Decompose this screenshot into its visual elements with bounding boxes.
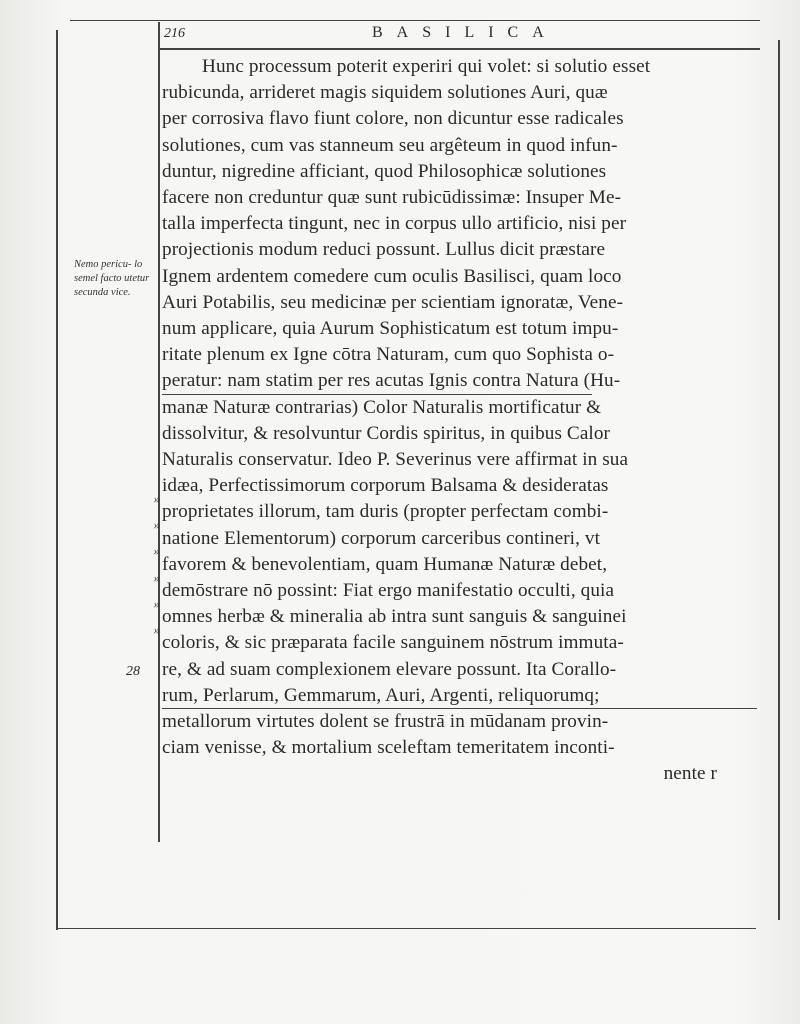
quote-mark: » xyxy=(153,543,160,559)
running-head: BASILICA xyxy=(372,24,558,41)
header-rule xyxy=(160,48,760,50)
right-rule xyxy=(778,40,780,920)
quote-mark: » xyxy=(153,491,160,506)
text-line: talla imperfecta tingunt, nec in corpus ullo artificio, nisi per xyxy=(162,213,627,235)
text-line: peratur: nam statim per res acutas Ignis contra Natura (Hu- xyxy=(162,370,621,392)
text-line: idæa, Perfectissimorum corporum Balsama & desideratas xyxy=(162,475,609,497)
text-line: coloris, & sic præparata facile sanguinem nōstrum immuta- xyxy=(162,632,624,654)
page-header xyxy=(160,22,760,48)
text-line: Ignem ardentem comedere cum oculis Basilisci, quam loco xyxy=(162,265,622,287)
text-line: Hunc processum poterit experiri qui volet: si solutio esset xyxy=(202,56,651,77)
text-line: duntur, nigredine afficiant, quod Philosophicæ solutiones xyxy=(162,160,607,182)
top-rule xyxy=(70,20,760,21)
quote-mark: » xyxy=(153,595,160,611)
text-line: manæ Naturæ contrarias) Color Naturalis mortificatur & xyxy=(162,396,602,418)
text-line: facere non creduntur quæ sunt rubicūdissimæ: Insuper Me- xyxy=(162,187,622,209)
text-line: Auri Potabilis, seu medicinæ per scientiam ignoratæ, Vene- xyxy=(162,291,624,313)
left-margin-rule xyxy=(158,22,160,842)
text-line: omnes herbæ & mineralia ab intra sunt sanguis & sanguinei xyxy=(162,606,627,628)
quote-mark: » xyxy=(153,517,160,533)
quote-mark: » xyxy=(153,621,160,637)
text-line: solutiones, cum vas stanneum seu argêteum in quod infun- xyxy=(162,134,618,156)
text-line: rubicunda, arrideret magis siquidem solutiones Auri, quæ xyxy=(162,82,608,104)
handwritten-mark: 28 xyxy=(126,664,140,679)
text-line: dissolvitur, & resolvuntur Cordis spiritus, in quibus Calor xyxy=(162,422,611,444)
text-line: num applicare, quia Aurum Sophisticatum est totum impu- xyxy=(162,318,619,340)
text-line: ciam venisse, & mortalium sceleftam temeritatem inconti- xyxy=(162,737,615,759)
text-line: proprietates illorum, tam duris (propter perfectam combi- xyxy=(162,501,609,523)
quotation-marks xyxy=(140,486,160,643)
bottom-rule xyxy=(56,928,756,929)
text-line: re, & ad suam complexionem elevare possunt. Ita Corallo- xyxy=(162,658,617,680)
text-line: per corrosiva flavo fiunt colore, non dicuntur esse radicales xyxy=(162,108,624,130)
text-line: metallorum virtutes dolent se frustrā in mūdanam provin- xyxy=(162,711,609,733)
catchword: nente r xyxy=(663,763,717,785)
text-line: natione Elementorum) corporum carceribus contineri, vt xyxy=(162,527,601,549)
text-line: demōstrare nō possint: Fiat ergo manifestatio occulti, quia xyxy=(162,580,615,602)
text-line: ritate plenum ex Igne cōtra Naturam, cum quo Sophista o- xyxy=(162,344,615,366)
page-number: 216 xyxy=(164,26,185,41)
outer-left-rule xyxy=(56,30,58,930)
text-line: favorem & benevolentiam, quam Humanæ Naturæ debet, xyxy=(162,553,608,575)
text-line: rum, Perlarum, Gemmarum, Auri, Argenti, reliquorumq; xyxy=(162,684,600,706)
text-line: Naturalis conservatur. Ideo P. Severinus vere affirmat in sua xyxy=(162,449,629,471)
text-line: projectionis modum reduci possunt. Lullus dicit præstare xyxy=(162,239,606,261)
margin-note: Nemo pericu- lo semel facto utetur secunda vice. xyxy=(74,259,150,298)
body-text xyxy=(162,54,757,788)
quote-mark: » xyxy=(153,569,160,585)
